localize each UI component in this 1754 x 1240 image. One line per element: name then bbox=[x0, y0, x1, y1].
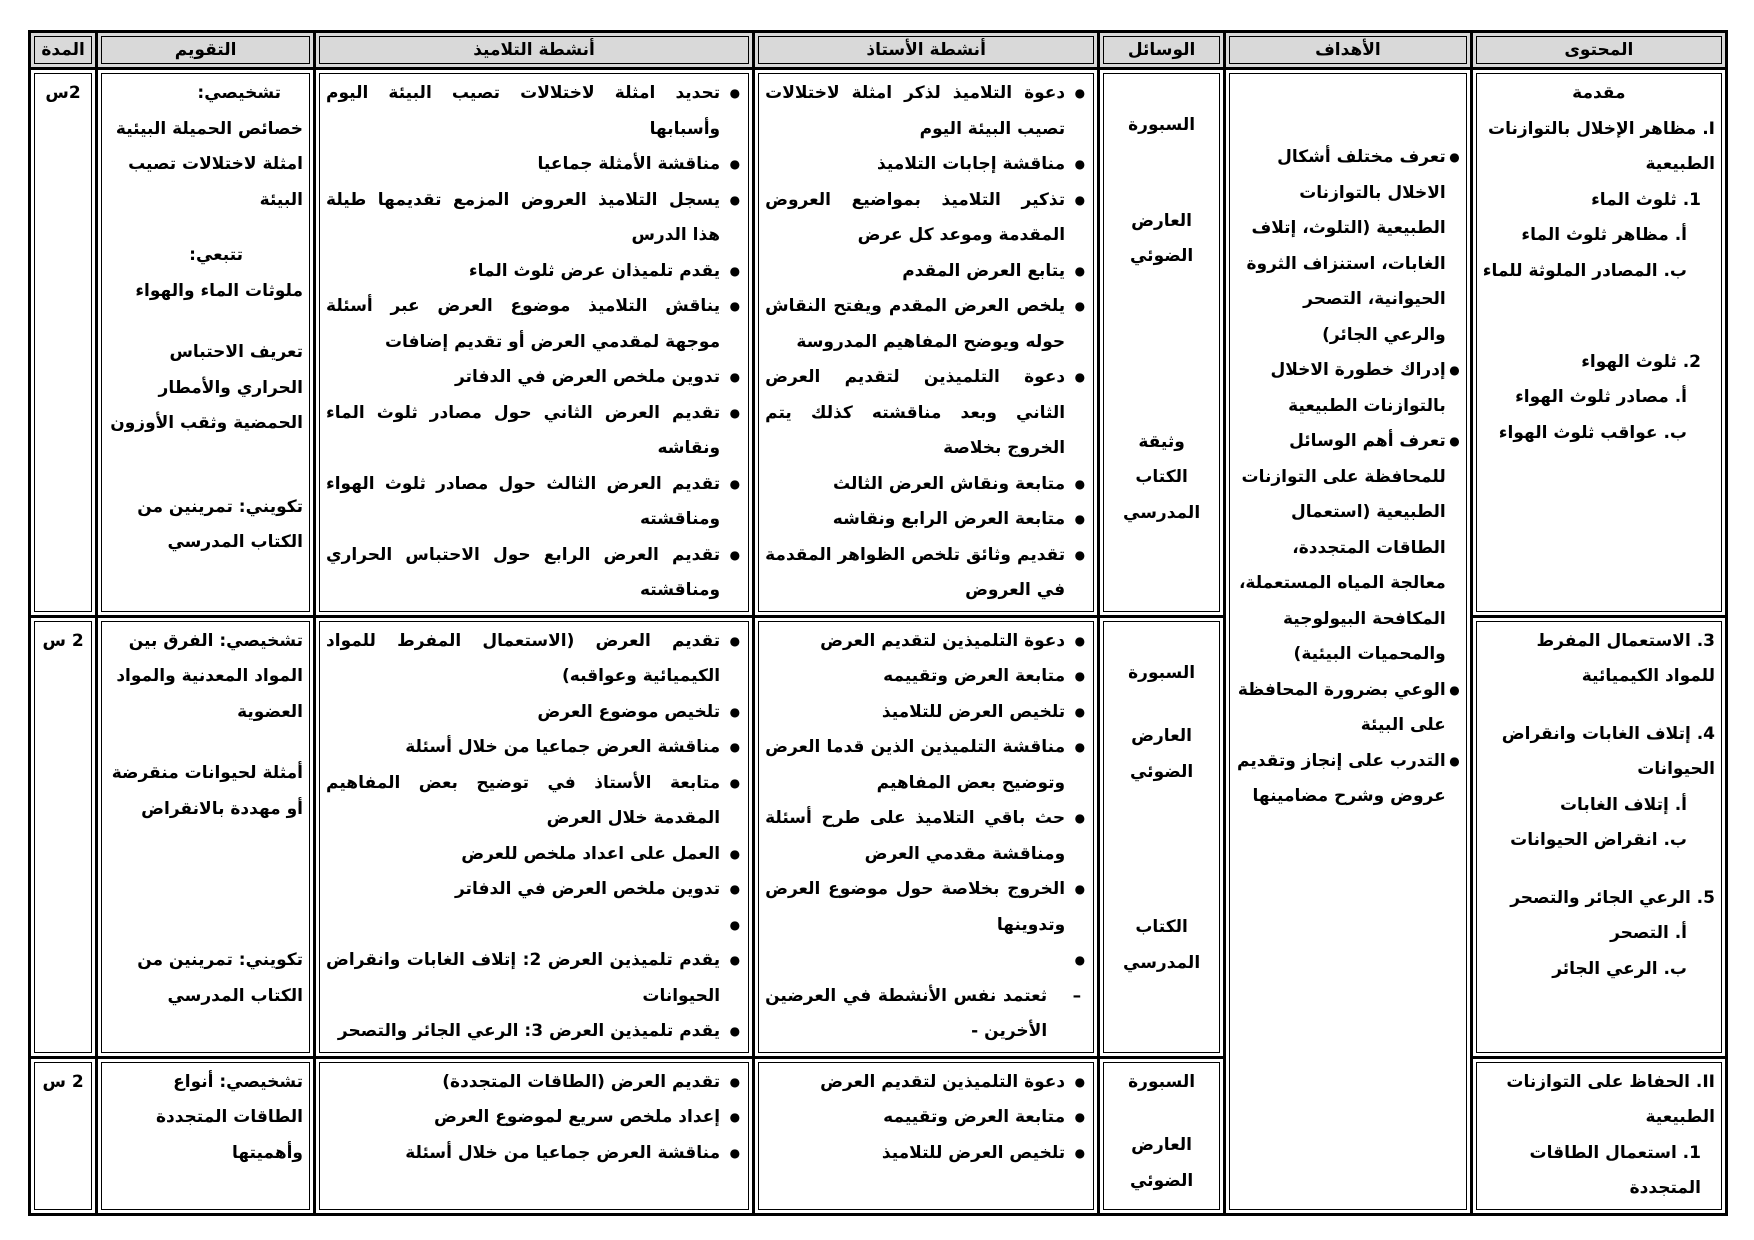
header-row bbox=[31, 33, 1725, 67]
eval-diagnostic: تشخيصي: bbox=[197, 83, 282, 103]
means-item: السبورة bbox=[1128, 1071, 1196, 1092]
goal-item: ● الوعي بضرورة المحافظة على البيئة bbox=[1236, 673, 1460, 744]
list-item: ● مناقشة التلميذين الذين قدما العرض وتوضيح بعض المفاهيم bbox=[765, 730, 1087, 801]
header-teacher-activities: أنشطة الأستاذ bbox=[755, 33, 1097, 67]
means-item: السبورة bbox=[1128, 662, 1196, 683]
list-item: ● تلخيص العرض للتلاميذ bbox=[765, 1136, 1087, 1172]
eval-diagnostic: تشخيصي: أنواع الطاقات المتجددة وأهميتها bbox=[155, 1071, 304, 1163]
content-line: I. مظاهر الإخلال بالتوازنات الطبيعية bbox=[1488, 118, 1715, 174]
content-cell bbox=[1473, 618, 1725, 1056]
list-item: ● تلخيص العرض للتلاميذ bbox=[765, 695, 1087, 731]
list-item: ● الخروج بخلاصة حول موضوع العرض وتدوينها bbox=[765, 872, 1087, 943]
means-cell bbox=[1100, 1059, 1223, 1213]
content-line: أ. التصحر bbox=[1610, 923, 1687, 943]
content-line: 1. ثلوث الماء bbox=[1591, 189, 1701, 210]
content-line: 5. الرعي الجائر والتصحر bbox=[1510, 887, 1715, 908]
means-item: العارض الضوئي bbox=[1129, 726, 1194, 782]
header-content: المحتوى bbox=[1473, 33, 1725, 67]
list-item: ● تقديم العرض الثالث حول مصادر ثلوث الهواء ومناقشته bbox=[326, 467, 742, 538]
content-cell bbox=[1473, 70, 1725, 615]
list-item: ● مناقشة إجابات التلاميذ bbox=[765, 147, 1087, 183]
list-item: ● العمل على اعداد ملخص للعرض bbox=[326, 837, 742, 873]
teacher-activities-cell bbox=[755, 618, 1097, 1056]
content-line: 2. ثلوث الهواء bbox=[1581, 351, 1701, 372]
list-item: ● إعداد ملخص سريع لموضوع العرض bbox=[326, 1100, 742, 1136]
means-item: وثيقة الكتاب المدرسي bbox=[1123, 431, 1201, 523]
content-line: ب. انقراض الحيوانات bbox=[1510, 830, 1687, 850]
means-cell bbox=[1100, 618, 1223, 1056]
teacher-activities-list bbox=[765, 76, 1087, 609]
duration-cell: 2س bbox=[31, 70, 95, 615]
means-item: السبورة bbox=[1128, 115, 1196, 135]
goal-item: ● إدراك خطورة الاخلال بالتوازنات الطبيعية bbox=[1236, 353, 1460, 424]
list-item: ● متابعة العرض الرابع ونقاشه bbox=[765, 502, 1087, 538]
header-duration: المدة bbox=[31, 33, 95, 67]
list-item: ● حث باقي التلاميذ على طرح أسئلة ومناقشة مقدمي العرض bbox=[765, 801, 1087, 872]
teacher-activities-list bbox=[765, 624, 1087, 1050]
goals-list bbox=[1236, 140, 1460, 815]
list-item: ● تقديم العرض الرابع حول الاحتباس الحراري ومناقشته bbox=[326, 538, 742, 609]
lesson-plan-page bbox=[28, 30, 1728, 1216]
pupil-activities-cell bbox=[316, 1059, 752, 1213]
content-line: II. الحفاظ على التوازنات الطبيعية bbox=[1506, 1071, 1715, 1127]
list-item: ● تدوين ملخص العرض في الدفاتر bbox=[326, 872, 742, 908]
list-item: ● تقديم العرض (الطاقات المتجددة) bbox=[326, 1065, 742, 1101]
list-item bbox=[765, 943, 1087, 979]
list-item: ● تقديم وثائق تلخص الظواهر المقدمة في العروض bbox=[765, 538, 1087, 609]
content-line: 3. الاستعمال المفرط للمواد الكيميائية bbox=[1536, 630, 1715, 686]
duration-cell: 2 س bbox=[31, 618, 95, 1056]
goal-item: ● تعرف أهم الوسائل للمحافظة على التوازنات الطبيعية (استعمال الطاقات المتجددة، معالجة المياه المستعملة، المكافحة البيولوجية والمحميات البيئية) bbox=[1236, 424, 1460, 673]
evaluation-cell bbox=[98, 70, 313, 615]
list-item: ● يلخص العرض المقدم ويفتح النقاش حوله ويوضح المفاهيم المدروسة bbox=[765, 289, 1087, 360]
list-item: ● يقدم تلميذين العرض 2: إتلاف الغابات وانقراض الحيوانات bbox=[326, 943, 742, 1014]
teacher-activities-cell bbox=[755, 70, 1097, 615]
eval-item: خصائص الحميلة البيئية bbox=[115, 118, 304, 139]
eval-formative: تكويني: تمرينين من الكتاب المدرسي bbox=[137, 950, 304, 1006]
header-pupil-activities: أنشطة التلاميذ bbox=[316, 33, 752, 67]
list-item: – ثعتمد نفس الأنشطة في العرضين الأخرين - bbox=[765, 979, 1087, 1050]
content-line: 1. استعمال الطاقات المتجددة bbox=[1529, 1142, 1701, 1198]
eval-item: تعريف الاحتباس الحراري والأمطار الحمضية وثقب الأوزون bbox=[110, 342, 304, 433]
header-evaluation: التقويم bbox=[98, 33, 313, 67]
teacher-activities-cell bbox=[755, 1059, 1097, 1213]
content-cell bbox=[1473, 1059, 1725, 1213]
lesson-plan-table bbox=[28, 30, 1728, 1216]
content-line: ب. عواقب ثلوث الهواء bbox=[1498, 422, 1687, 443]
list-item: ● تقديم العرض (الاستعمال المفرط للمواد الكيميائية وعواقبه) bbox=[326, 624, 742, 695]
list-item: ● يناقش التلاميذ موضوع العرض عبر أسئلة موجهة لمقدمي العرض أو تقديم إضافات bbox=[326, 289, 742, 360]
list-item: ● تلخيص موضوع العرض bbox=[326, 695, 742, 731]
means-item: العارض الضوئي bbox=[1129, 1135, 1194, 1191]
goal-item: ● تعرف مختلف أشكال الاخلال بالتوازنات الطبيعية (التلوث، إتلاف الغابات، استنزاف الثروة الحيوانية، التصحر والرعي الجائر) bbox=[1236, 140, 1460, 353]
list-item: ● مناقشة الأمثلة جماعيا bbox=[326, 147, 742, 183]
list-item: ● يقدم تلميذان عرض ثلوث الماء bbox=[326, 254, 742, 290]
table-row bbox=[31, 70, 1725, 615]
list-item: ● مناقشة العرض جماعيا من خلال أسئلة bbox=[326, 1136, 742, 1172]
goals-cell bbox=[1226, 70, 1470, 1213]
pupil-activities-list bbox=[326, 1065, 742, 1172]
eval-item: امثلة لاختلالات تصيب البيئة bbox=[128, 154, 304, 210]
content-line: أ. إتلاف الغابات bbox=[1559, 794, 1687, 815]
pupil-activities-list bbox=[326, 76, 742, 609]
content-line: 4. إتلاف الغابات وانقراض الحيوانات bbox=[1501, 723, 1715, 779]
content-line: أ. مظاهر ثلوث الماء bbox=[1521, 225, 1687, 245]
duration-cell: 2 س bbox=[31, 1059, 95, 1213]
list-item: ● يتابع العرض المقدم bbox=[765, 254, 1087, 290]
list-item: ● دعوة التلميذين لتقديم العرض bbox=[765, 624, 1087, 660]
pupil-activities-cell bbox=[316, 70, 752, 615]
content-intro: مقدمة bbox=[1572, 83, 1626, 103]
goal-item: ● التدرب على إنجاز وتقديم عروض وشرح مضامينها bbox=[1236, 744, 1460, 815]
pupil-activities-cell bbox=[316, 618, 752, 1056]
eval-item: أمثلة لحيوانات منقرضة أو مهددة بالانقراض bbox=[111, 763, 304, 819]
content-line: ب. المصادر الملوثة للماء bbox=[1482, 260, 1687, 281]
evaluation-cell bbox=[98, 1059, 313, 1213]
content-line: ب. الرعي الجائر bbox=[1552, 958, 1687, 979]
eval-tracking: تتبعي: bbox=[189, 245, 244, 265]
table-row bbox=[31, 618, 1725, 1056]
means-item: العارض الضوئي bbox=[1129, 210, 1194, 266]
means-item: الكتاب المدرسي bbox=[1123, 917, 1201, 973]
list-item: ● تذكير التلاميذ بمواضيع العروض المقدمة وموعد كل عرض bbox=[765, 183, 1087, 254]
list-item: ● متابعة ونقاش العرض الثالث bbox=[765, 467, 1087, 503]
list-item: ● متابعة العرض وتقييمه bbox=[765, 1100, 1087, 1136]
content-line: أ. مصادر ثلوث الهواء bbox=[1515, 387, 1687, 407]
list-item: ● دعوة التلميذين لتقديم العرض bbox=[765, 1065, 1087, 1101]
list-item bbox=[326, 908, 742, 944]
table-row bbox=[31, 1059, 1725, 1213]
list-item: ● تدوين ملخص العرض في الدفاتر bbox=[326, 360, 742, 396]
eval-diagnostic: تشخيصي: الفرق بين المواد المعدنية والمواد العضوية bbox=[116, 630, 304, 722]
evaluation-cell bbox=[98, 618, 313, 1056]
teacher-activities-list bbox=[765, 1065, 1087, 1172]
means-cell bbox=[1100, 70, 1223, 615]
list-item: ● تقديم العرض الثاني حول مصادر ثلوث الماء ونقاشه bbox=[326, 396, 742, 467]
header-goals: الأهداف bbox=[1226, 33, 1470, 67]
list-item: ● دعوة التلميذين لتقديم العرض الثاني وبعد مناقشته كذلك يتم الخروج بخلاصة bbox=[765, 360, 1087, 467]
list-item: ● تحديد امثلة لاختلالات تصيب البيئة اليوم وأسبابها bbox=[326, 76, 742, 147]
pupil-activities-list bbox=[326, 624, 742, 1050]
list-item: ● مناقشة العرض جماعيا من خلال أسئلة bbox=[326, 730, 742, 766]
list-item: ● متابعة الأستاذ في توضيح بعض المفاهيم المقدمة خلال العرض bbox=[326, 766, 742, 837]
list-item: ● يسجل التلاميذ العروض المزمع تقديمها طيلة هذا الدرس bbox=[326, 183, 742, 254]
header-means: الوسائل bbox=[1100, 33, 1223, 67]
eval-item: ملوثات الماء والهواء bbox=[135, 280, 304, 301]
list-item: ● متابعة العرض وتقييمه bbox=[765, 659, 1087, 695]
list-item: ● يقدم تلميذين العرض 3: الرعي الجائر والتصحر bbox=[326, 1014, 742, 1050]
list-item: ● دعوة التلاميذ لذكر امثلة لاختلالات تصيب البيئة اليوم bbox=[765, 76, 1087, 147]
eval-formative: تكويني: تمرينين من الكتاب المدرسي bbox=[137, 496, 304, 552]
